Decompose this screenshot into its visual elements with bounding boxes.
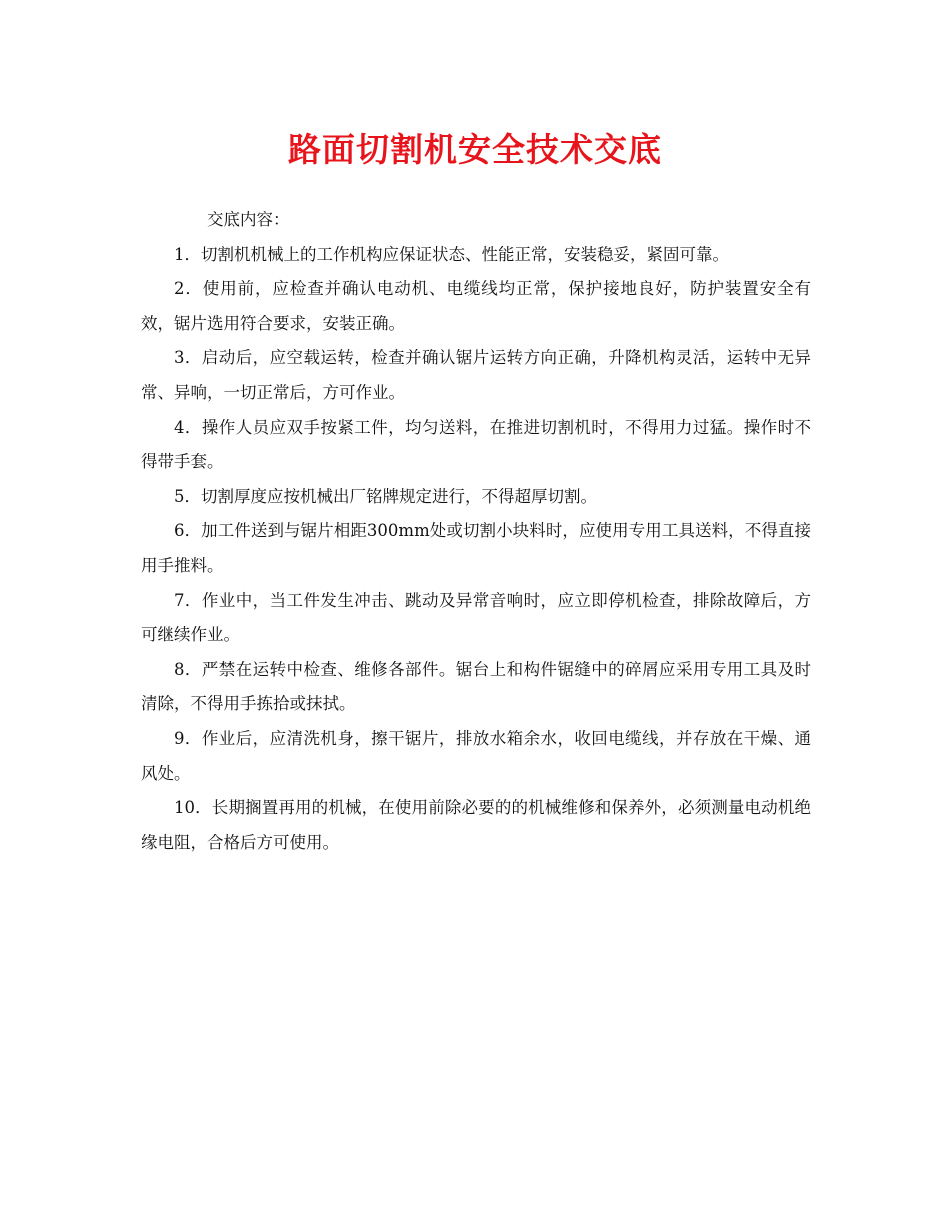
list-item-1: 1．切割机机械上的工作机构应保证状态、性能正常，安装稳妥，紧固可靠。 (174, 244, 729, 264)
list-item-5: 5．切割厚度应按机械出厂铭牌规定进行，不得超厚切割。 (174, 486, 597, 506)
document-title: 路面切割机安全技术交底 (288, 130, 662, 169)
list-item-9: 9．作业后，应清洗机身，擦干锯片，排放水箱余水，收回电缆线，并存放在干燥、通风处。 (141, 728, 811, 783)
list-item-6: 6．加工件送到与锯片相距300mm处或切割小块料时，应使用专用工具送料，不得直接用手推料。 (141, 521, 811, 575)
list-item-8: 8．严禁在运转中检查、维修各部件。锯台上和构件锯缝中的碎屑应采用专用工具及时清除，不得用手拣拾或抹拭。 (141, 659, 811, 714)
list-item-4: 4．操作人员应双手按紧工件，均匀送料，在推进切割机时，不得用力过猛。操作时不得带手套。 (141, 417, 811, 472)
list-item-10: 10．长期搁置再用的机械，在使用前除必要的的机械维修和保养外，必须测量电动机绝缘电阻，合格后方可使用。 (141, 798, 811, 852)
document-body (141, 203, 811, 860)
intro-line: 交底内容： (207, 210, 290, 229)
list-item-7: 7．作业中，当工件发生冲击、跳动及异常音响时，应立即停机检查，排除故障后，方可继续作业。 (141, 590, 811, 645)
list-item-3: 3．启动后，应空载运转，检查并确认锯片运转方向正确，升降机构灵活，运转中无异常、异响，一切正常后，方可作业。 (141, 348, 811, 402)
list-item-2: 2．使用前，应检查并确认电动机、电缆线均正常，保护接地良好，防护装置安全有效，锯片选用符合要求，安装正确。 (141, 279, 811, 333)
